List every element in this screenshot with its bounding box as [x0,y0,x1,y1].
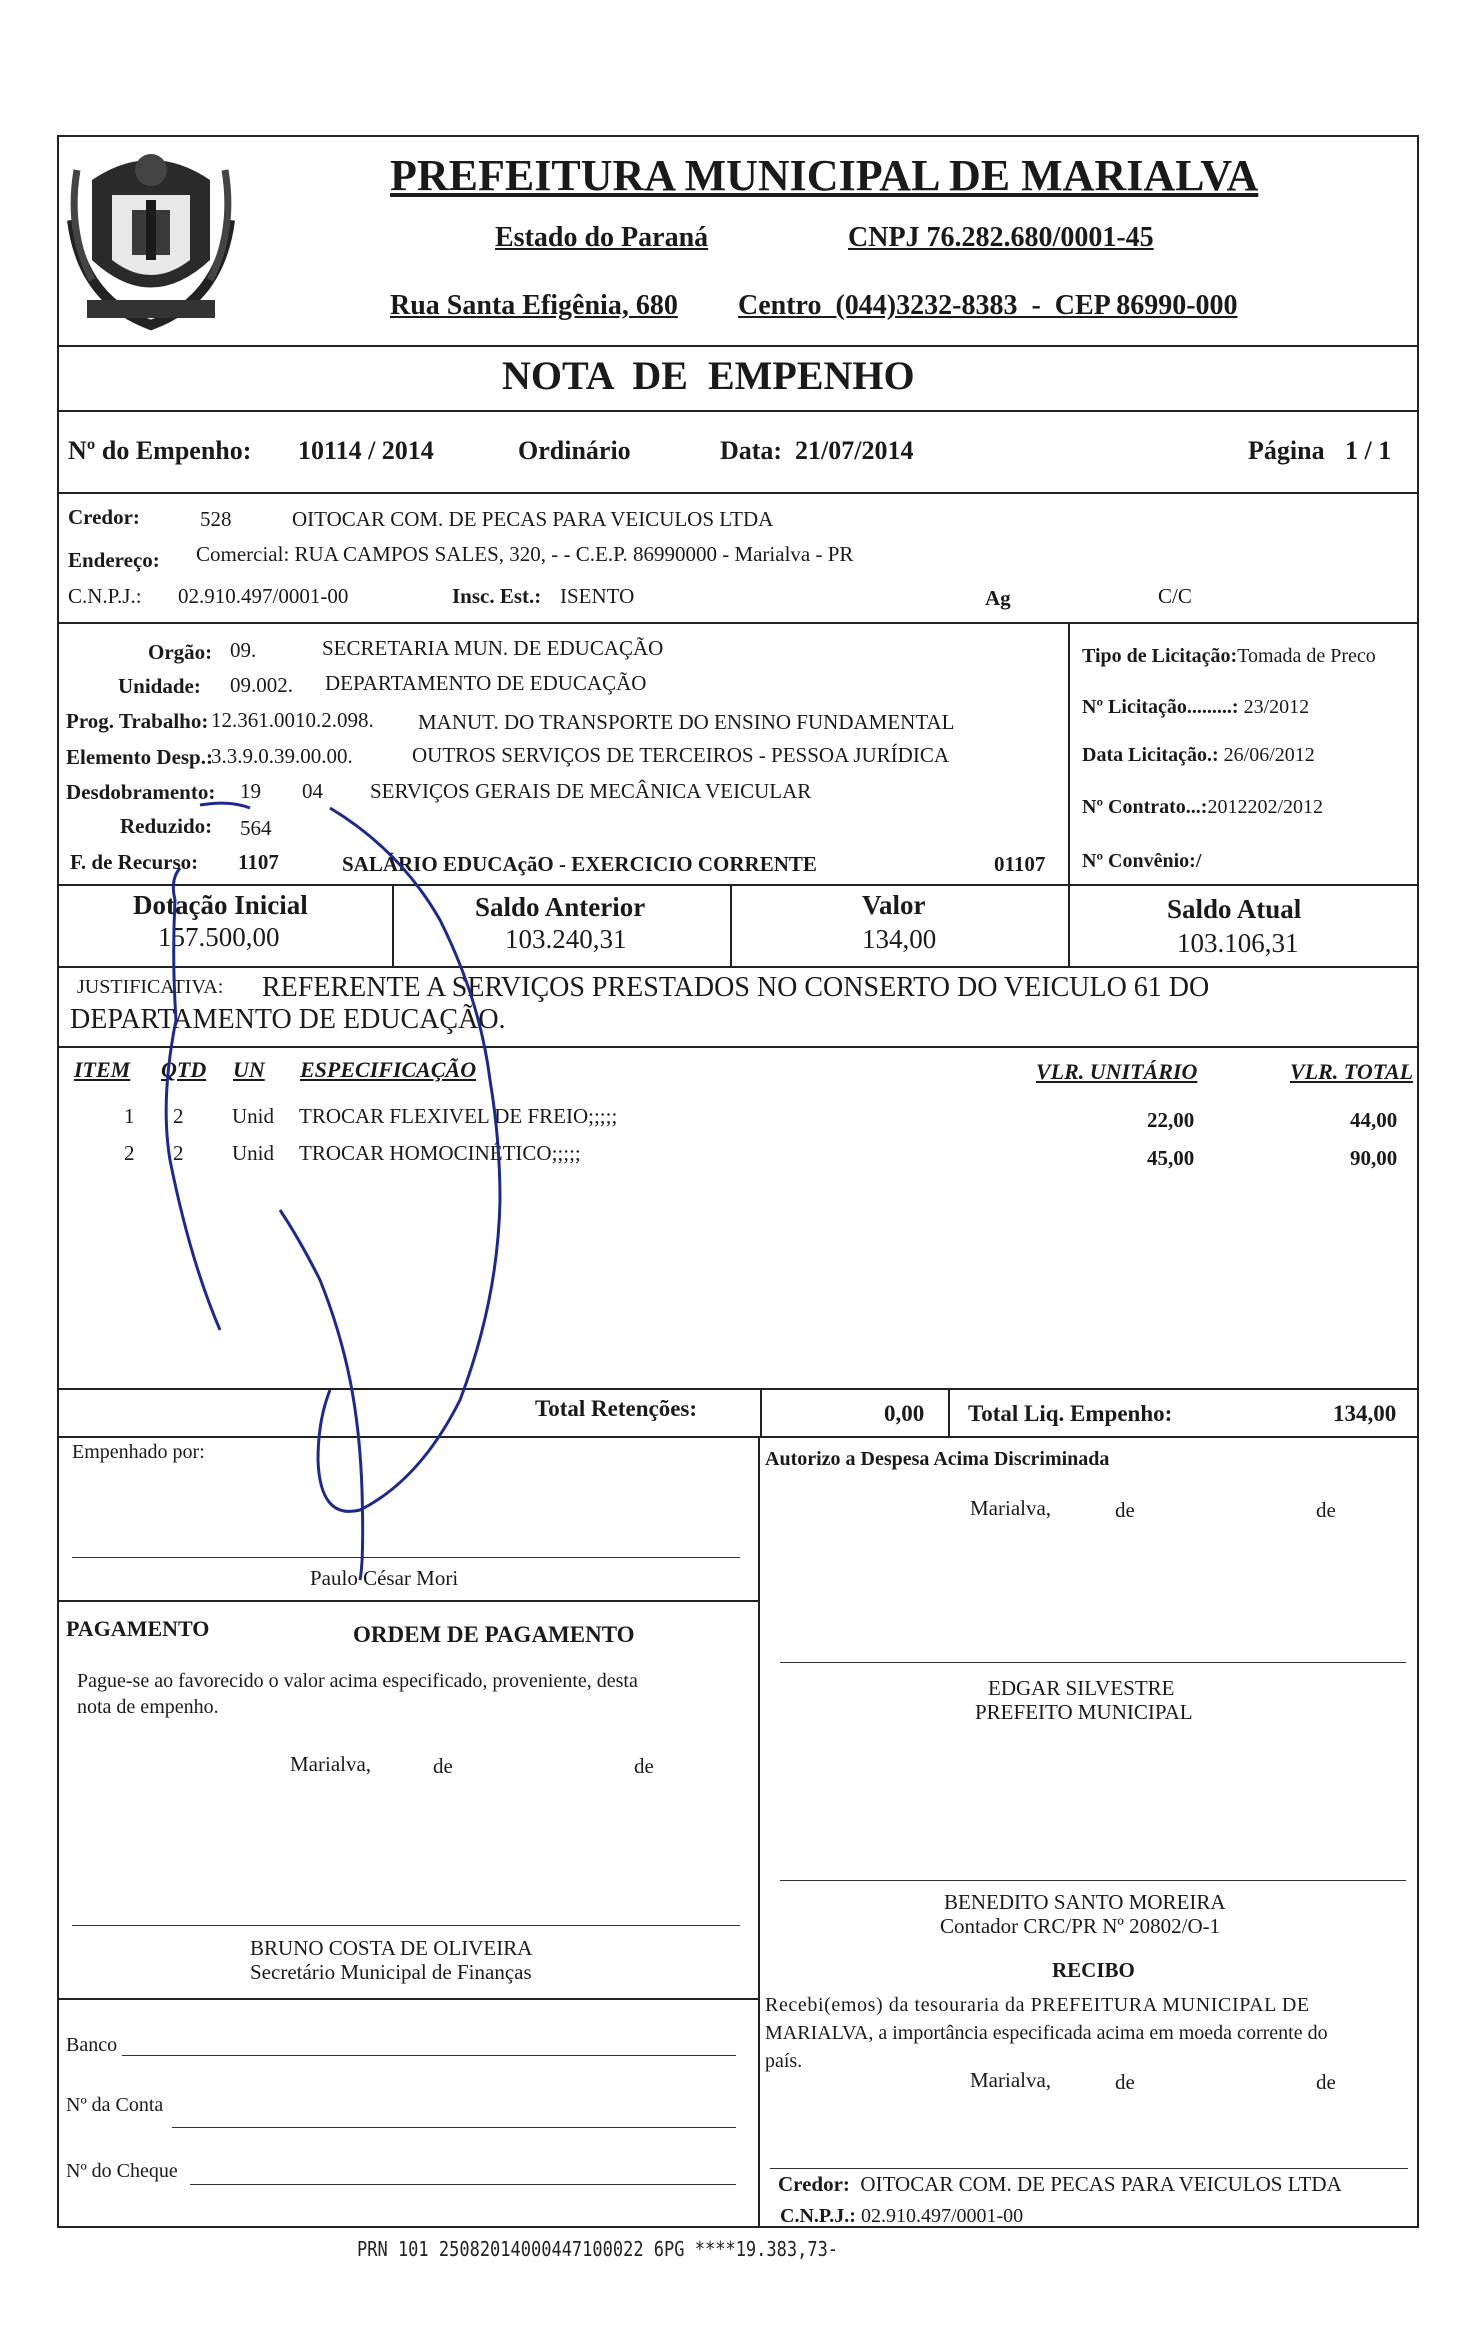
tipo-licitacao-value: Tomada de Preco [1237,645,1376,667]
divider [770,2168,1408,2169]
secretario-cargo: Secretário Municipal de Finanças [250,1960,532,1984]
divider [57,1388,1419,1390]
justificativa-text-line2: DEPARTAMENTO DE EDUCAÇÃO. [70,1004,506,1035]
reduzido-value: 564 [240,816,272,840]
credor-label: Credor: [68,505,140,529]
pague-text-line2: nota de empenho. [77,1696,219,1718]
retencoes-value: 0,00 [884,1401,925,1426]
justificativa-label: JUSTIFICATIVA: [77,976,224,998]
empenho-date-label: Data: [720,436,783,465]
state-name: Estado do Paraná [495,222,709,253]
unidade-code: 09.002. [230,673,293,697]
divider [57,1998,759,2000]
conta-field[interactable] [172,2127,736,2128]
date-de: de [1316,2070,1336,2094]
empenhado-nome: Paulo César Mori [310,1566,459,1590]
contador-nome: BENEDITO SANTO MOREIRA [944,1890,1226,1914]
signature-line [780,1880,1406,1881]
recurso-code: 1107 [238,850,279,874]
licitacao-number-label: Nº Licitação.........: [1082,696,1239,718]
divider [57,345,1419,347]
conta-label: Nº da Conta [66,2094,164,2116]
dotacao-label: Dotação Inicial [133,890,308,920]
row-un: Unid [232,1141,274,1165]
recibo-text-line3: país. [765,2050,803,2072]
date-de: de [1115,2070,1135,2094]
convenio-label: Nº Convênio:/ [1082,850,1202,872]
marialva-label: Marialva, [290,1752,372,1776]
empenho-number-label: Nº do Empenho: [68,436,252,465]
col-qtd: QTD [161,1057,207,1082]
divider [392,884,394,966]
empenhado-label: Empenhado por: [72,1441,205,1463]
orgao-code: 09. [230,638,257,662]
licitacao-date-value: 26/06/2012 [1223,744,1315,766]
recibo-credor-nome: OITOCAR COM. DE PECAS PARA VEICULOS LTDA [860,2172,1342,2196]
row-qtd: 2 [173,1141,184,1165]
desdobramento-code: 19 [240,779,261,803]
recibo-cnpj-label: C.N.P.J.: [780,2205,856,2227]
signature-line [780,1662,1406,1663]
insc-value: ISENTO [560,584,635,608]
credor-code: 528 [200,507,232,531]
contador-cargo: Contador CRC/PR Nº 20802/O-1 [940,1914,1221,1938]
agency-label: Ag [985,586,1011,610]
page-title: PREFEITURA MUNICIPAL DE MARIALVA [390,151,1259,200]
row-spec: TROCAR FLEXIVEL DE FREIO;;;;; [299,1104,618,1128]
date-de: de [1316,1498,1336,1522]
divider [1068,622,1070,884]
contrato-value: 2012202/2012 [1207,796,1324,818]
recibo-cnpj: 02.910.497/0001-00 [860,2205,1024,2227]
unidade-name: DEPARTAMENTO DE EDUCAÇÃO [325,671,647,695]
divider [758,1436,760,2228]
col-un: UN [233,1057,265,1082]
divider [1068,884,1070,966]
ordem-pagamento-label: ORDEM DE PAGAMENTO [353,1622,635,1647]
recurso-name: SALÁRIO EDUCAçãO - EXERCICIO CORRENTE [342,852,817,876]
desdobramento-name: SERVIÇOS GERAIS DE MECÂNICA VEICULAR [370,779,812,803]
header-contact: Centro (044)3232-8383 - CEP 86990-000 [738,290,1238,321]
empenho-date: 21/07/2014 [795,436,914,465]
header-cnpj: CNPJ 76.282.680/0001-45 [848,222,1154,253]
divider [57,1600,759,1602]
page-number: 1 / 1 [1345,436,1392,465]
divider [57,410,1419,412]
col-vlr-unitario: VLR. UNITÁRIO [1036,1059,1198,1084]
divider [57,884,1419,886]
banco-label: Banco [66,2034,118,2056]
col-item: ITEM [74,1057,131,1082]
document-title: NOTA DE EMPENHO [502,353,915,398]
date-de: de [1115,1498,1135,1522]
banco-field[interactable] [122,2055,736,2056]
saldo-atual-value: 103.106,31 [1177,928,1299,958]
header-address: Rua Santa Efigênia, 680 [390,290,678,321]
row-qtd: 2 [173,1104,184,1128]
cheque-field[interactable] [190,2184,736,2185]
row-item: 1 [124,1104,135,1128]
cnpj-label: C.N.P.J.: [68,584,142,608]
account-label: C/C [1158,584,1192,608]
prefeito-nome: EDGAR SILVESTRE [988,1676,1175,1700]
total-liquido-value: 134,00 [1333,1401,1397,1426]
divider [57,622,1419,624]
address-label: Endereço: [68,548,160,572]
divider [57,966,1419,968]
divider [760,1388,762,1436]
saldo-anterior-label: Saldo Anterior [475,892,646,922]
divider [730,884,732,966]
unidade-label: Unidade: [118,674,201,698]
page-label: Página [1248,436,1325,465]
row-item: 2 [124,1141,135,1165]
elemento-name: OUTROS SERVIÇOS DE TERCEIROS - PESSOA JURÍDICA [412,743,950,767]
empenho-type: Ordinário [518,436,631,465]
empenho-number: 10114 / 2014 [298,436,434,465]
justificativa-text-line1: REFERENTE A SERVIÇOS PRESTADOS NO CONSERTO DO VEICULO 61 DO [262,972,1210,1003]
divider [57,1436,1419,1438]
row-un: Unid [232,1104,274,1128]
elemento-label: Elemento Desp.: [66,745,213,769]
date-de: de [433,1754,453,1778]
desdobramento-label: Desdobramento: [66,780,216,804]
credor-cnpj: 02.910.497/0001-00 [178,584,349,608]
municipal-coat-of-arms-icon [62,140,240,340]
col-especificacao: ESPECIFICAÇÃO [300,1057,477,1082]
dotacao-value: 157.500,00 [158,922,280,952]
orgao-name: SECRETARIA MUN. DE EDUCAÇÃO [322,636,664,660]
bank-validation-stamp: PRN 101 25082014000447100022 6PG ****19.383,73- [357,2238,839,2262]
row-spec: TROCAR HOMOCINÉTICO;;;;; [299,1141,581,1165]
prefeito-cargo: PREFEITO MUNICIPAL [975,1700,1193,1724]
marialva-label: Marialva, [970,2068,1052,2092]
pagamento-label: PAGAMENTO [66,1616,210,1641]
divider [57,492,1419,494]
contrato-label: Nº Contrato...: [1082,796,1208,818]
recibo-text-line1: Recebi(emos) da tesouraria da PREFEITURA MUNICIPAL DE [765,1994,1310,2016]
saldo-anterior-value: 103.240,31 [505,924,627,954]
tipo-licitacao-label: Tipo de Licitação: [1082,645,1238,667]
divider [57,1046,1419,1048]
elemento-code: 3.3.9.0.39.00.00. [211,744,353,768]
licitacao-date-label: Data Licitação.: [1082,744,1219,766]
credor-address: Comercial: RUA CAMPOS SALES, 320, - - C.E.P. 86990000 - Marialva - PR [196,542,854,566]
prog-code: 12.361.0010.2.098. [211,708,374,732]
licitacao-number-value: 23/2012 [1243,696,1310,718]
recibo-text-line2: MARIALVA, a importância especificada acima em moeda corrente do [765,2022,1328,2044]
marialva-label: Marialva, [970,1496,1052,1520]
total-liquido-label: Total Liq. Empenho: [968,1401,1173,1426]
recurso-label: F. de Recurso: [70,850,199,874]
saldo-atual-label: Saldo Atual [1167,894,1302,924]
col-vlr-total: VLR. TOTAL [1290,1059,1414,1084]
credor-name: OITOCAR COM. DE PECAS PARA VEICULOS LTDA [292,507,774,531]
row-total: 44,00 [1350,1108,1398,1132]
row-total: 90,00 [1350,1146,1398,1170]
cheque-label: Nº do Cheque [66,2160,178,2182]
recibo-credor-label: Credor: [778,2172,850,2196]
secretario-nome: BRUNO COSTA DE OLIVEIRA [250,1936,533,1960]
signature-line [72,1557,740,1558]
valor-label: Valor [862,890,926,920]
desdobramento-code2: 04 [302,779,323,803]
divider [948,1388,950,1436]
recurso-code2: 01107 [994,852,1046,876]
row-unit: 22,00 [1147,1108,1195,1132]
date-de: de [634,1754,654,1778]
signature-line [72,1925,740,1926]
prog-label: Prog. Trabalho: [66,709,209,733]
valor-value: 134,00 [862,924,937,954]
pague-text-line1: Pague-se ao favorecido o valor acima especificado, proveniente, desta [77,1670,638,1692]
autorizo-text: Autorizo a Despesa Acima Discriminada [765,1448,1110,1470]
insc-label: Insc. Est.: [452,584,542,608]
prog-name: MANUT. DO TRANSPORTE DO ENSINO FUNDAMENTAL [418,710,955,734]
reduzido-label: Reduzido: [120,814,213,838]
retencoes-label: Total Retenções: [535,1396,698,1421]
recibo-label: RECIBO [1052,1958,1135,1982]
orgao-label: Orgão: [148,640,213,664]
row-unit: 45,00 [1147,1146,1195,1170]
